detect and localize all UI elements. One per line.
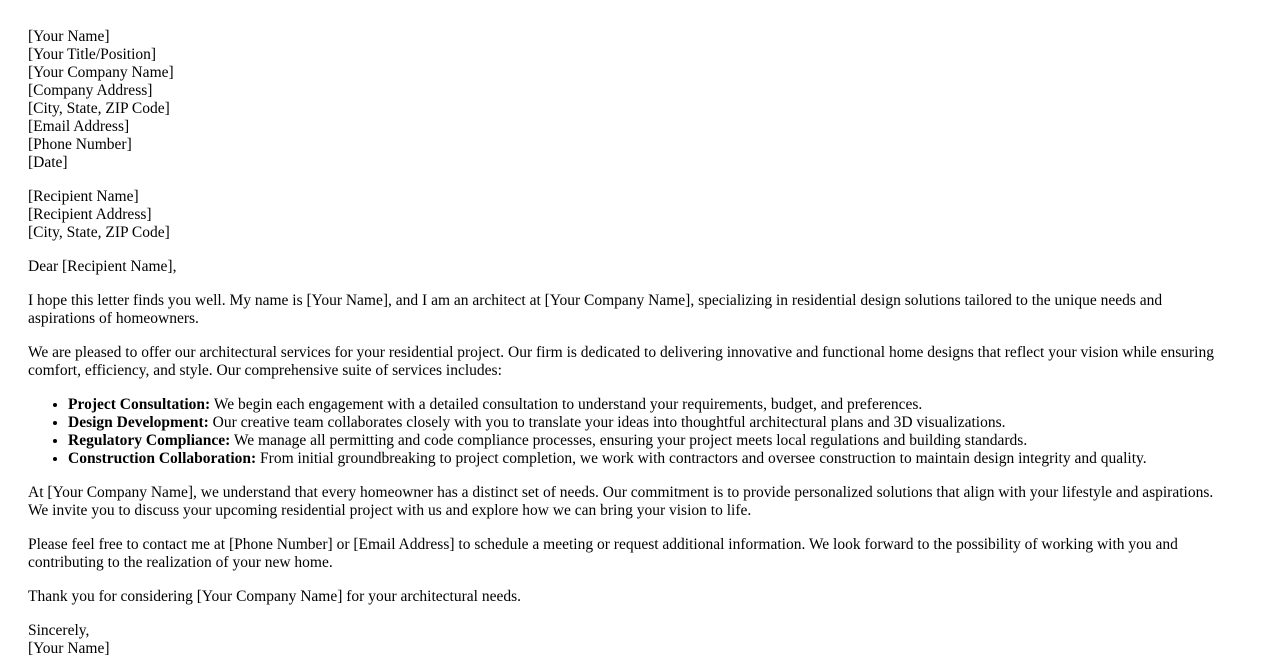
service-title: Construction Collaboration: <box>68 450 257 467</box>
sender-email: [Email Address] <box>28 118 130 135</box>
intro-paragraph: I hope this letter finds you well. My name is [Your Name], and I am an architect at [Your Company Name], specializing in residential design solutions tailored to the unique needs and aspirations of homeowners. <box>28 292 1163 327</box>
service-description: We begin each engagement with a detailed consultation to understand your requirements, budget, and preferences. <box>210 396 923 413</box>
recipient-name: [Recipient Name] <box>28 188 139 205</box>
contact-paragraph: Please feel free to contact me at [Phone Number] or [Email Address] to schedule a meeting or request additional information. We look forward to the possibility of working with you and contributing to the realization of your new home. <box>28 536 1178 571</box>
service-title: Design Development: <box>68 414 209 431</box>
closing-name: [Your Name] <box>28 640 110 657</box>
service-description: We manage all permitting and code compliance processes, ensuring your project meets local regulations and building standards. <box>230 432 1028 449</box>
closing-block <box>28 622 1233 658</box>
list-item <box>68 450 1233 468</box>
service-description: Our creative team collaborates closely with you to translate your ideas into thoughtful architectural plans and 3D visualizations. <box>208 414 1006 431</box>
thanks-paragraph: Thank you for considering [Your Company Name] for your architectural needs. <box>28 588 521 605</box>
letter-date: [Date] <box>28 154 68 171</box>
sender-address: [Company Address] <box>28 82 153 99</box>
recipient-block <box>28 188 1233 242</box>
closing-signoff: Sincerely, <box>28 622 90 639</box>
sender-name: [Your Name] <box>28 28 110 45</box>
services-list <box>28 396 1233 468</box>
commitment-paragraph: At [Your Company Name], we understand that every homeowner has a distinct set of needs. Our commitment is to provide personalized solutions that align with your lifestyle and aspirations. We invite you to discuss your upcoming residential project with us and explore how we can bring your vision to life. <box>28 484 1214 519</box>
recipient-address: [Recipient Address] <box>28 206 152 223</box>
offer-paragraph: We are pleased to offer our architectural services for your residential project. Our firm is dedicated to delivering innovative and functional home designs that reflect your vision while ensuring comfort, efficiency, and style. Our comprehensive suite of services includes: <box>28 344 1214 379</box>
sender-block <box>28 28 1233 172</box>
list-item <box>68 432 1233 450</box>
service-description: From initial groundbreaking to project completion, we work with contractors and oversee construction to maintain design integrity and quality. <box>256 450 1147 467</box>
list-item <box>68 414 1233 432</box>
service-title: Project Consultation: <box>68 396 211 413</box>
service-title: Regulatory Compliance: <box>68 432 231 449</box>
salutation: Dear [Recipient Name], <box>28 258 177 275</box>
sender-title: [Your Title/Position] <box>28 46 157 63</box>
list-item <box>68 396 1233 414</box>
sender-city-state-zip: [City, State, ZIP Code] <box>28 100 170 117</box>
letter-document <box>28 28 1233 658</box>
sender-phone: [Phone Number] <box>28 136 132 153</box>
sender-company: [Your Company Name] <box>28 64 174 81</box>
recipient-city-state-zip: [City, State, ZIP Code] <box>28 224 170 241</box>
